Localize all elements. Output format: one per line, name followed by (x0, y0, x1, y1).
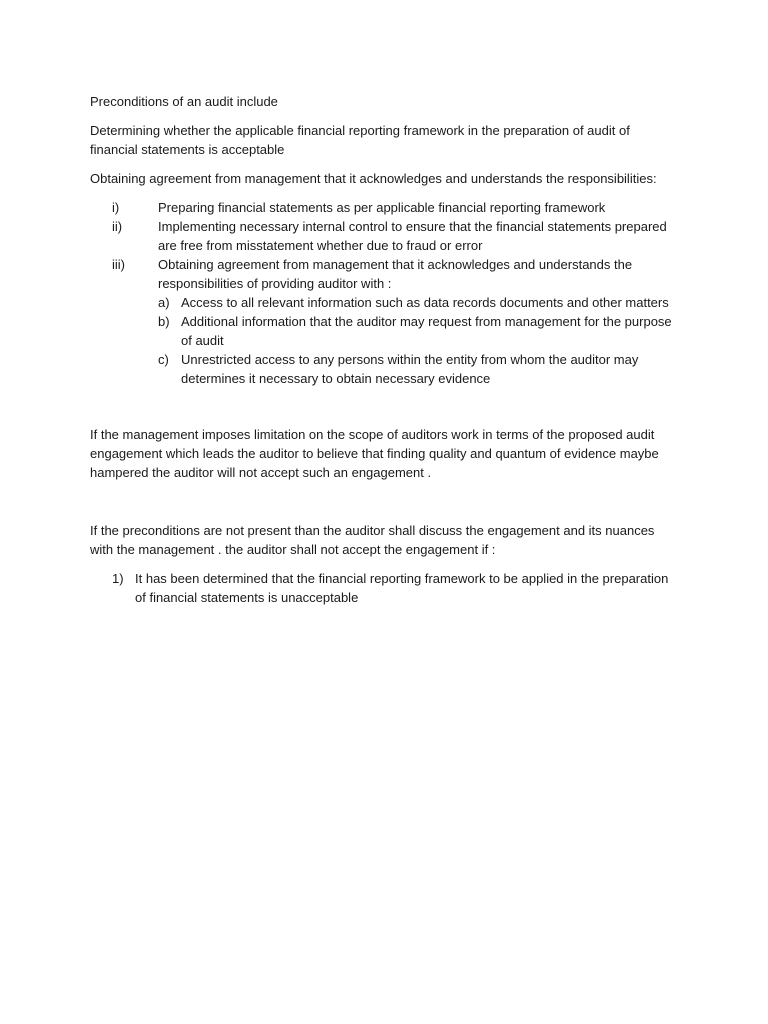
sub-list-marker: a) (158, 295, 170, 310)
list-item-text: Implementing necessary internal control to ensure that the financial statements prepared are free from misstatement whether due to fraud or error (158, 219, 667, 253)
sub-list-item (158, 350, 680, 388)
list-item (90, 198, 680, 217)
list-item-text: Preparing financial statements as per applicable financial reporting framework (158, 200, 606, 215)
sub-list-item-text: Additional information that the auditor may request from management for the purpose of audit (181, 314, 672, 348)
list-item (90, 255, 680, 388)
sub-list-item-text: Access to all relevant information such as data records documents and other matters (181, 295, 669, 310)
paragraph-agreement: Obtaining agreement from management that it acknowledges and understands the responsibilities: (90, 171, 657, 186)
list-item-body (158, 255, 680, 388)
list-marker: i) (112, 200, 120, 215)
list-item (90, 217, 680, 255)
paragraph-framework: Determining whether the applicable financial reporting framework in the preparation of audit of financial statements is acceptable (90, 123, 630, 157)
sub-list-marker: c) (158, 352, 169, 367)
list-item-text: It has been determined that the financial reporting framework to be applied in the preparation of financial statements is unacceptable (135, 571, 669, 605)
document-heading: Preconditions of an audit include (90, 94, 278, 109)
list-marker: ii) (112, 219, 123, 234)
list-marker: iii) (112, 257, 125, 272)
document-page (90, 92, 680, 607)
list-item (90, 569, 680, 607)
list-item-text: Obtaining agreement from management that it acknowledges and understands the responsibilities of providing auditor with : (158, 257, 633, 291)
paragraph-limitation: If the management imposes limitation on the scope of auditors work in terms of the proposed audit engagement which leads the auditor to believe that finding quality and quantum of evidence maybe hampered the auditor will not accept such an engagement . (90, 427, 659, 480)
paragraph-preconditions-absent: If the preconditions are not present than the auditor shall discuss the engagement and its nuances with the management . the auditor shall not accept the engagement if : (90, 523, 655, 557)
sub-list-item (158, 312, 680, 350)
sub-list-marker: b) (158, 314, 170, 329)
sub-list-item (158, 293, 680, 312)
sub-list (158, 293, 680, 388)
responsibilities-list (90, 198, 680, 388)
numbered-list (90, 569, 680, 607)
list-marker: 1) (112, 571, 124, 586)
sub-list-item-text: Unrestricted access to any persons within the entity from whom the auditor may determines it necessary to obtain necessary evidence (181, 352, 639, 386)
